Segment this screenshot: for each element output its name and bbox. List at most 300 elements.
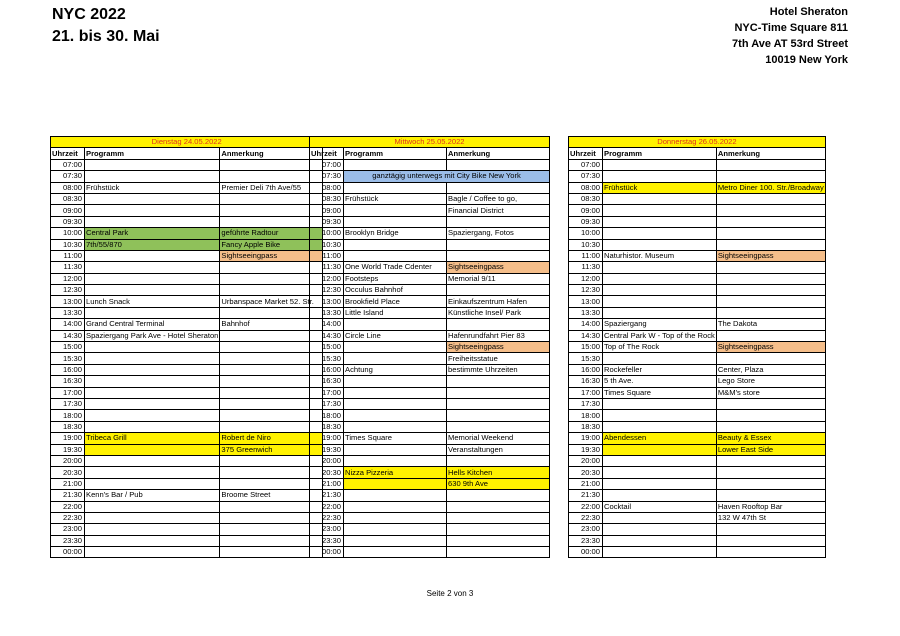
program-cell [85, 285, 220, 296]
table-row [569, 171, 826, 182]
table-row [569, 159, 826, 170]
program-cell: Times Square [603, 387, 717, 398]
program-cell [603, 467, 717, 478]
time-cell: 13:30 [310, 307, 344, 318]
note-cell [716, 478, 825, 489]
table-row [51, 193, 323, 204]
note-cell [716, 307, 825, 318]
time-cell: 19:00 [310, 433, 344, 444]
time-cell: 08:00 [51, 182, 85, 193]
time-cell: 09:00 [569, 205, 603, 216]
time-cell: 09:30 [51, 216, 85, 227]
time-cell: 23:30 [51, 535, 85, 546]
table-row [569, 307, 826, 318]
page-title: NYC 2022 [52, 6, 126, 23]
time-cell: 07:00 [569, 159, 603, 170]
table-row [310, 524, 550, 535]
day-title: Donnerstag 26.05.2022 [569, 137, 826, 148]
note-cell: Financial District [447, 205, 550, 216]
note-cell [716, 285, 825, 296]
program-cell [85, 547, 220, 558]
table-row [569, 535, 826, 546]
program-cell [603, 262, 717, 273]
table-row [51, 512, 323, 523]
program-cell: Kenn's Bar / Pub [85, 490, 220, 501]
program-cell [603, 512, 717, 523]
note-cell [220, 273, 323, 284]
time-cell: 10:30 [310, 239, 344, 250]
program-cell [603, 296, 717, 307]
note-cell: Beauty & Essex [716, 433, 825, 444]
note-cell: 375 Greenwich [220, 444, 323, 455]
table-row [569, 547, 826, 558]
table-row [569, 296, 826, 307]
table-row [569, 410, 826, 421]
table-row [51, 342, 323, 353]
table-row [51, 490, 323, 501]
program-cell [603, 444, 717, 455]
column-header-time: Uhrzeit [310, 148, 344, 159]
schedule-table-tuesday [50, 136, 323, 558]
note-cell [716, 171, 825, 182]
time-cell: 11:30 [51, 262, 85, 273]
time-cell: 17:30 [569, 398, 603, 409]
table-row [51, 250, 323, 261]
table-row [569, 319, 826, 330]
program-cell: Central Park W - Top of the Rock [604, 330, 715, 340]
program-cell [85, 262, 220, 273]
time-cell: 13:30 [51, 307, 85, 318]
time-cell: 20:30 [569, 467, 603, 478]
table-row [569, 387, 826, 398]
time-cell: 12:00 [51, 273, 85, 284]
time-cell: 18:30 [51, 421, 85, 432]
time-cell: 20:00 [51, 455, 85, 466]
note-cell: Sightseeingpass [447, 342, 550, 353]
note-cell [447, 455, 550, 466]
note-cell [220, 467, 323, 478]
time-cell: 19:00 [569, 433, 603, 444]
program-cell [603, 193, 717, 204]
table-row [51, 330, 323, 341]
note-cell: Spaziergang, Fotos [447, 228, 550, 239]
program-cell: Nizza Pizzeria [344, 467, 447, 478]
note-cell [220, 330, 323, 341]
table-row [569, 228, 826, 239]
program-cell: Frühstück [344, 193, 447, 204]
table-row [51, 433, 323, 444]
program-cell: Central Park [85, 228, 220, 239]
time-cell: 19:30 [569, 444, 603, 455]
note-cell [220, 307, 323, 318]
program-cell [344, 444, 447, 455]
table-row [51, 398, 323, 409]
program-cell [85, 398, 220, 409]
note-cell [220, 159, 323, 170]
program-cell: One World Trade Cdenter [344, 262, 447, 273]
table-row [51, 228, 323, 239]
program-cell [85, 364, 220, 375]
time-cell: 08:30 [569, 193, 603, 204]
time-cell: 15:30 [310, 353, 344, 364]
table-row [51, 467, 323, 478]
time-cell: 10:30 [569, 239, 603, 250]
table-row [51, 364, 323, 375]
note-cell [447, 239, 550, 250]
program-cell [85, 421, 220, 432]
note-cell [220, 285, 323, 296]
program-cell: Naturhistor. Museum [603, 250, 717, 261]
table-row [569, 490, 826, 501]
column-header-program: Programm [603, 148, 717, 159]
time-cell: 21:30 [569, 490, 603, 501]
note-cell: Künstliche Insel/ Park [447, 307, 550, 318]
program-cell: Cocktail [603, 501, 717, 512]
program-cell [344, 205, 447, 216]
time-cell: 22:00 [569, 501, 603, 512]
table-row [51, 501, 323, 512]
program-cell: Abendessen [603, 433, 717, 444]
program-cell: Grand Central Terminal [85, 319, 220, 330]
program-cell [344, 547, 447, 558]
table-row [310, 387, 550, 398]
time-cell: 15:00 [569, 342, 603, 353]
time-cell: 15:30 [569, 353, 603, 364]
note-cell: The Dakota [716, 319, 825, 330]
note-cell: Veranstaltungen [447, 444, 550, 455]
table-row [51, 353, 323, 364]
program-cell [344, 512, 447, 523]
time-cell: 11:00 [569, 250, 603, 261]
time-cell: 14:30 [51, 330, 85, 341]
program-cell [344, 387, 447, 398]
table-row [310, 364, 550, 375]
time-cell: 16:30 [569, 376, 603, 387]
day-title: Dienstag 24.05.2022 [51, 137, 323, 148]
program-cell: Lunch Snack [85, 296, 220, 307]
time-cell: 16:00 [310, 364, 344, 375]
note-cell: Einkaufszentrum Hafen [447, 296, 550, 307]
hotel-line: 10019 New York [765, 54, 848, 66]
time-cell: 22:00 [51, 501, 85, 512]
time-cell: 22:30 [310, 512, 344, 523]
program-cell [85, 307, 220, 318]
time-cell: 15:30 [51, 353, 85, 364]
note-cell [447, 319, 550, 330]
program-cell: 7th/55/870 [85, 239, 220, 250]
table-row [569, 262, 826, 273]
note-cell [716, 398, 825, 409]
table-row [569, 376, 826, 387]
time-cell: 11:30 [569, 262, 603, 273]
time-cell: 07:00 [51, 159, 85, 170]
note-cell: Haven Rooftop Bar [716, 501, 825, 512]
note-cell [220, 535, 323, 546]
hotel-address [732, 4, 848, 68]
table-row [51, 410, 323, 421]
program-cell [603, 307, 717, 318]
note-cell: geführte Radtour [220, 228, 323, 239]
table-row [310, 421, 550, 432]
note-cell [716, 228, 825, 239]
table-row [569, 433, 826, 444]
time-cell: 22:30 [51, 512, 85, 523]
time-cell: 00:00 [51, 547, 85, 558]
note-cell [447, 159, 550, 170]
program-cell [344, 376, 447, 387]
table-row [310, 467, 550, 478]
program-cell [603, 228, 717, 239]
note-cell [447, 182, 550, 193]
table-row [310, 205, 550, 216]
table-row [310, 273, 550, 284]
table-row [51, 478, 323, 489]
note-cell [220, 524, 323, 535]
program-cell [603, 490, 717, 501]
program-cell [603, 547, 717, 558]
table-row [51, 159, 323, 170]
note-cell: Lower East Side [716, 444, 825, 455]
program-cell: Spaziergang [603, 319, 717, 330]
note-cell [220, 262, 323, 273]
table-row [310, 455, 550, 466]
program-cell [603, 205, 717, 216]
note-cell [716, 490, 825, 501]
table-row [310, 330, 550, 341]
program-cell [344, 455, 447, 466]
note-cell [220, 216, 323, 227]
time-cell: 08:00 [569, 182, 603, 193]
table-row [569, 193, 826, 204]
time-cell: 17:00 [569, 387, 603, 398]
time-cell: 13:00 [310, 296, 344, 307]
note-cell [716, 535, 825, 546]
note-cell: Bahnhof [220, 319, 323, 330]
program-cell [85, 376, 220, 387]
program-cell [344, 250, 447, 261]
program-cell: ganztägig unterwegs mit City Bike New York [344, 171, 550, 182]
table-row [310, 159, 550, 170]
time-cell: 19:30 [310, 444, 344, 455]
table-row [310, 410, 550, 421]
note-cell [220, 512, 323, 523]
time-cell: 21:00 [310, 478, 344, 489]
time-cell: 11:30 [310, 262, 344, 273]
note-cell [220, 421, 323, 432]
column-header-time: Uhrzeit [569, 148, 603, 159]
time-cell: 18:00 [310, 410, 344, 421]
program-cell [85, 524, 220, 535]
note-cell [716, 524, 825, 535]
note-cell [716, 273, 825, 284]
note-cell [220, 478, 323, 489]
program-cell [344, 478, 447, 489]
time-cell: 14:00 [310, 319, 344, 330]
program-cell [85, 478, 220, 489]
column-header-note: Anmerkung [447, 148, 550, 159]
table-row [569, 501, 826, 512]
program-cell [344, 501, 447, 512]
note-cell [220, 353, 323, 364]
table-row [310, 501, 550, 512]
note-cell [447, 535, 550, 546]
program-cell [603, 455, 717, 466]
note-cell: Fancy Apple Bike [220, 239, 323, 250]
program-cell [85, 171, 220, 182]
note-cell [447, 490, 550, 501]
program-cell: Brookfield Place [344, 296, 447, 307]
note-cell: Lego Store [716, 376, 825, 387]
time-cell: 10:00 [51, 228, 85, 239]
table-row [310, 353, 550, 364]
program-cell [344, 490, 447, 501]
program-cell [344, 353, 447, 364]
program-cell [85, 216, 220, 227]
time-cell: 09:30 [569, 216, 603, 227]
time-cell: 12:30 [569, 285, 603, 296]
program-cell [85, 205, 220, 216]
time-cell: 15:00 [310, 342, 344, 353]
program-cell: Brooklyn Bridge [344, 228, 447, 239]
note-cell [716, 193, 825, 204]
table-row [569, 250, 826, 261]
time-cell: 09:00 [310, 205, 344, 216]
program-cell: Little Island [344, 307, 447, 318]
program-cell: Occulus Bahnhof [344, 285, 447, 296]
note-cell [716, 421, 825, 432]
table-row [310, 398, 550, 409]
time-cell: 15:00 [51, 342, 85, 353]
note-cell [447, 410, 550, 421]
program-cell: Footsteps [344, 273, 447, 284]
time-cell: 07:30 [569, 171, 603, 182]
program-cell [85, 353, 220, 364]
program-cell: Top of The Rock [603, 342, 717, 353]
program-cell: Frühstück [85, 182, 220, 193]
column-header-time: Uhrzeit [51, 148, 85, 159]
table-row [569, 216, 826, 227]
table-row [569, 239, 826, 250]
program-cell [344, 398, 447, 409]
time-cell: 20:30 [310, 467, 344, 478]
note-cell [716, 205, 825, 216]
note-cell [447, 376, 550, 387]
table-row [569, 182, 826, 193]
note-cell [220, 342, 323, 353]
time-cell: 21:30 [310, 490, 344, 501]
time-cell: 23:30 [569, 535, 603, 546]
time-cell: 10:30 [51, 239, 85, 250]
program-cell [85, 467, 220, 478]
time-cell: 23:00 [569, 524, 603, 535]
note-cell: Urbanspace Market 52. Str. [220, 296, 323, 307]
note-cell: Memorial Weekend [447, 433, 550, 444]
note-cell [447, 398, 550, 409]
time-cell: 12:30 [51, 285, 85, 296]
note-cell [716, 262, 825, 273]
note-cell: Hells Kitchen [447, 467, 550, 478]
table-row [569, 330, 826, 341]
program-cell [85, 159, 220, 170]
time-cell: 22:30 [569, 512, 603, 523]
program-cell [344, 524, 447, 535]
note-cell [220, 364, 323, 375]
time-cell: 23:30 [310, 535, 344, 546]
time-cell: 14:00 [569, 319, 603, 330]
page-number: Seite 2 von 3 [426, 589, 474, 598]
note-cell: Broome Street [220, 490, 323, 501]
note-cell: Sightseeingpass [716, 250, 825, 261]
time-cell: 21:00 [569, 478, 603, 489]
time-cell: 20:00 [569, 455, 603, 466]
table-row [569, 273, 826, 284]
note-cell: 132 W 47th St [716, 512, 825, 523]
table-row [569, 478, 826, 489]
program-cell [603, 171, 717, 182]
program-cell [85, 512, 220, 523]
note-cell [716, 455, 825, 466]
table-row [51, 444, 323, 455]
program-cell [344, 421, 447, 432]
table-row [310, 250, 550, 261]
table-row [51, 205, 323, 216]
time-cell: 18:00 [51, 410, 85, 421]
note-cell [447, 512, 550, 523]
table-row [569, 285, 826, 296]
time-cell: 16:00 [569, 364, 603, 375]
time-cell: 18:30 [569, 421, 603, 432]
hotel-line: Hotel Sheraton [769, 6, 848, 18]
table-row [51, 535, 323, 546]
program-cell [344, 342, 447, 353]
note-cell [220, 501, 323, 512]
program-cell [603, 524, 717, 535]
program-cell [85, 193, 220, 204]
program-cell [85, 387, 220, 398]
program-cell [344, 182, 447, 193]
program-cell [603, 421, 717, 432]
note-cell [716, 216, 825, 227]
table-row [310, 193, 550, 204]
time-cell: 16:30 [51, 376, 85, 387]
time-cell: 18:30 [310, 421, 344, 432]
program-cell [344, 410, 447, 421]
note-cell: 630 9th Ave [447, 478, 550, 489]
table-row [51, 376, 323, 387]
time-cell: 11:00 [51, 250, 85, 261]
hotel-line: NYC-Time Square 811 [734, 22, 848, 34]
table-row [51, 387, 323, 398]
table-row [51, 547, 323, 558]
time-cell: 00:00 [569, 547, 603, 558]
table-row [569, 364, 826, 375]
time-cell: 17:30 [51, 398, 85, 409]
table-row [569, 524, 826, 535]
time-cell: 10:00 [569, 228, 603, 239]
table-row [51, 524, 323, 535]
time-cell: 17:30 [310, 398, 344, 409]
program-cell [85, 501, 220, 512]
note-cell [220, 547, 323, 558]
note-cell: Robert de Niro [220, 433, 323, 444]
time-cell: 07:30 [51, 171, 85, 182]
time-cell: 11:00 [310, 250, 344, 261]
table-row [569, 421, 826, 432]
time-cell: 12:00 [310, 273, 344, 284]
note-cell: Bagle / Coffee to go, [447, 193, 550, 204]
table-row [310, 376, 550, 387]
note-cell [220, 376, 323, 387]
